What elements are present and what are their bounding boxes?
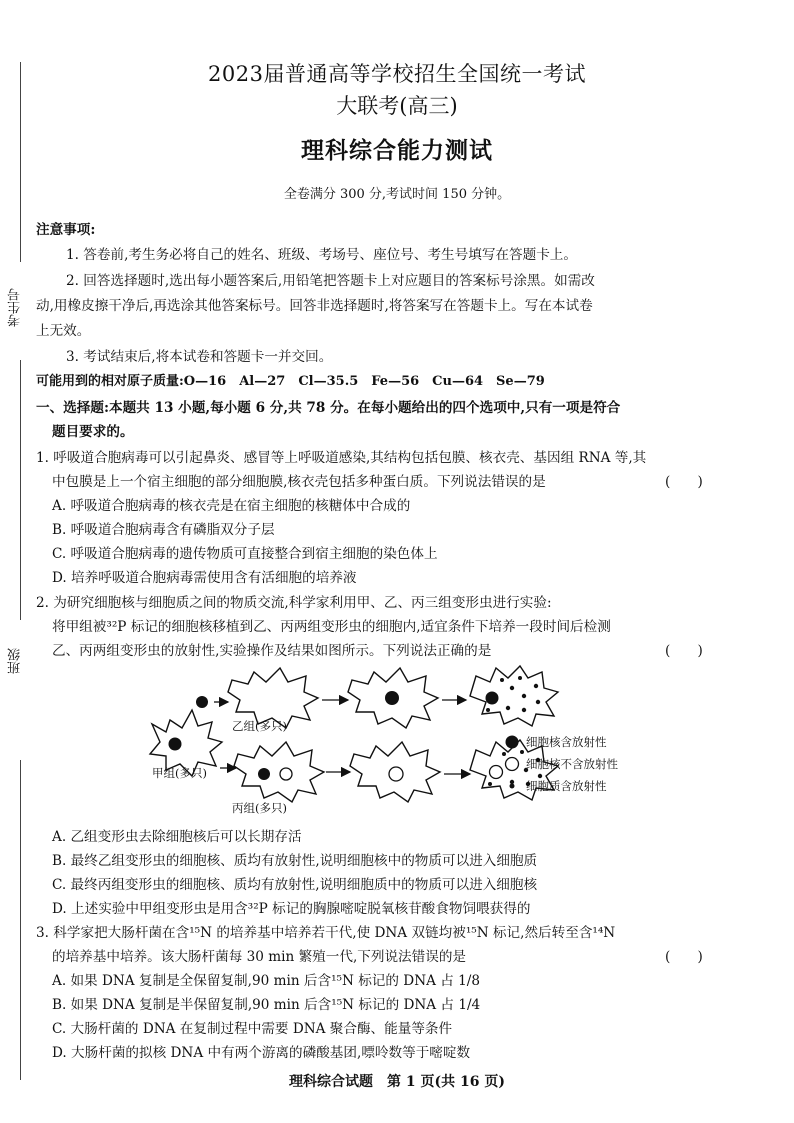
q1-option-a: A. 呼吸道合胞病毒的核衣壳是在宿主细胞的核糖体中合成的 [52, 498, 411, 514]
amoeba-bing-1 [234, 742, 324, 802]
group-yi-label: 乙组(多只) [232, 719, 287, 733]
binding-line-middle [20, 360, 21, 620]
legend-open-circle-icon [506, 758, 519, 771]
q1-answer-paren: ( ) [665, 474, 703, 490]
amoeba-yi-3 [470, 666, 558, 726]
q2-option-b: B. 最终乙组变形虫的细胞核、质均有放射性,说明细胞核中的物质可以进入细胞质 [52, 853, 538, 869]
q3-option-b: B. 如果 DNA 复制是半保留复制,90 min 后含¹⁵N 标记的 DNA 占 1/4 [52, 997, 481, 1013]
nucleus-radioactive-icon [169, 738, 182, 751]
note-item-1: 1. 答卷前,考生务必将自己的姓名、班级、考场号、座位号、考生号填写在答题卡上。 [66, 247, 577, 263]
q2-stem-line-2: 将甲组被³²P 标记的细胞核移植到乙、丙两组变形虫的细胞内,适宜条件下培养一段时间后检测 [52, 619, 611, 635]
section-1-heading-cont: 题目要求的。 [52, 424, 134, 440]
q2-option-a: A. 乙组变形虫去除细胞核后可以长期存活 [52, 829, 302, 845]
exam-info: 全卷满分 300 分,考试时间 150 分钟。 [283, 187, 511, 202]
q3-answer-paren: ( ) [665, 949, 703, 965]
notes-heading: 注意事项: [36, 222, 96, 238]
q2-option-c: C. 最终丙组变形虫的细胞核、质均有放射性,说明细胞质中的物质可以进入细胞核 [52, 877, 538, 893]
note-item-3: 3. 考试结束后,将本试卷和答题卡一并交回。 [66, 349, 333, 365]
exam-number-label: 考生号 [8, 288, 23, 327]
binding-line-bottom [20, 760, 21, 1080]
q3-stem-line-1: 3. 科学家把大肠杆菌在含¹⁵N 的培养基中培养若干代,使 DNA 双链均被¹⁵N 标记,然后转至含¹⁴N [36, 925, 616, 941]
group-jia-label: 甲组(多只) [152, 766, 207, 780]
nucleus-radioactive-icon [385, 691, 399, 705]
q1-option-c: C. 呼吸道合胞病毒的遗传物质可直接整合到宿主细胞的染色体上 [52, 546, 438, 562]
page-footer: 理科综合试题 第 1 页(共 16 页) [289, 1074, 505, 1090]
legend-dot-icon [510, 784, 515, 789]
exam-subtitle: 大联考(高三) [336, 94, 458, 118]
exam-title: 2023届普通高等学校招生全国统一考试 [208, 62, 586, 86]
group-bing-label: 丙组(多只) [232, 801, 287, 815]
amoeba-yi-2 [348, 668, 438, 728]
note-item-2-line-2: 动,用橡皮擦干净后,再选涂其他答案标号。回答非选择题时,将答案写在答题卡上。写在本试卷 [36, 298, 593, 314]
legend-filled-circle-icon [506, 736, 519, 749]
q3-stem-line-2: 的培养基中培养。该大肠杆菌每 30 min 繁殖一代,下列说法错误的是 [52, 949, 467, 965]
amoeba-bing-2 [350, 742, 440, 802]
q1-option-d: D. 培养呼吸道合胞病毒需使用含有活细胞的培养液 [52, 570, 357, 586]
nucleus-non-radioactive-icon [280, 768, 292, 780]
class-label: 班级 [8, 648, 23, 674]
transplanted-nucleus-icon [196, 696, 208, 708]
note-item-2-line-3: 上无效。 [36, 323, 91, 339]
paper-title: 理科综合能力测试 [301, 137, 493, 164]
nucleus-non-radioactive-icon [389, 767, 403, 781]
q1-option-b: B. 呼吸道合胞病毒含有磷脂双分子层 [52, 522, 275, 538]
note-item-2-line-1: 2. 回答选择题时,选出每小题答案后,用铅笔把答题卡上对应题目的答案标号涂黑。如需改 [66, 273, 595, 289]
q2-option-d: D. 上述实验中甲组变形虫是用含³²P 标记的胸腺嘧啶脱氧核苷酸食物饲喂获得的 [52, 901, 531, 917]
q2-stem-line-3: 乙、丙两组变形虫的放射性,实验操作及结果如图所示。下列说法正确的是 [52, 643, 492, 659]
q1-stem-line-2: 中包膜是上一个宿主细胞的部分细胞膜,核衣壳包括多种蛋白质。下列说法错误的是 [52, 474, 546, 490]
binding-line-top [20, 62, 21, 262]
q3-option-a: A. 如果 DNA 复制是全保留复制,90 min 后含¹⁵N 标记的 DNA 占 1/8 [52, 973, 481, 989]
legend-markers [502, 732, 522, 796]
section-1-heading: 一、选择题:本题共 13 小题,每小题 6 分,共 78 分。在每小题给出的四个选项中,只有一项是符合 [36, 400, 621, 416]
q1-stem-line-1: 1. 呼吸道合胞病毒可以引起鼻炎、感冒等上呼吸道感染,其结构包括包膜、核衣壳、基因组 RNA 等,其 [36, 450, 647, 466]
q3-option-c: C. 大肠杆菌的 DNA 在复制过程中需要 DNA 聚合酶、能量等条件 [52, 1021, 453, 1037]
legend-item-3: 细胞质含放射性 [526, 779, 607, 793]
q2-answer-paren: ( ) [665, 643, 703, 659]
atomic-masses: 可能用到的相对原子质量:O—16 Al—27 Cl—35.5 Fe—56 Cu—64 Se—79 [36, 374, 545, 389]
q3-option-d: D. 大肠杆菌的拟核 DNA 中有两个游离的磷酸基团,嘌呤数等于嘧啶数 [52, 1045, 471, 1061]
legend-item-1: 细胞核含放射性 [526, 735, 607, 749]
q2-stem-line-1: 2. 为研究细胞核与细胞质之间的物质交流,科学家利用甲、乙、丙三组变形虫进行实验: [36, 595, 552, 611]
legend-item-2: 细胞核不含放射性 [526, 757, 618, 771]
nucleus-radioactive-icon [258, 768, 270, 780]
